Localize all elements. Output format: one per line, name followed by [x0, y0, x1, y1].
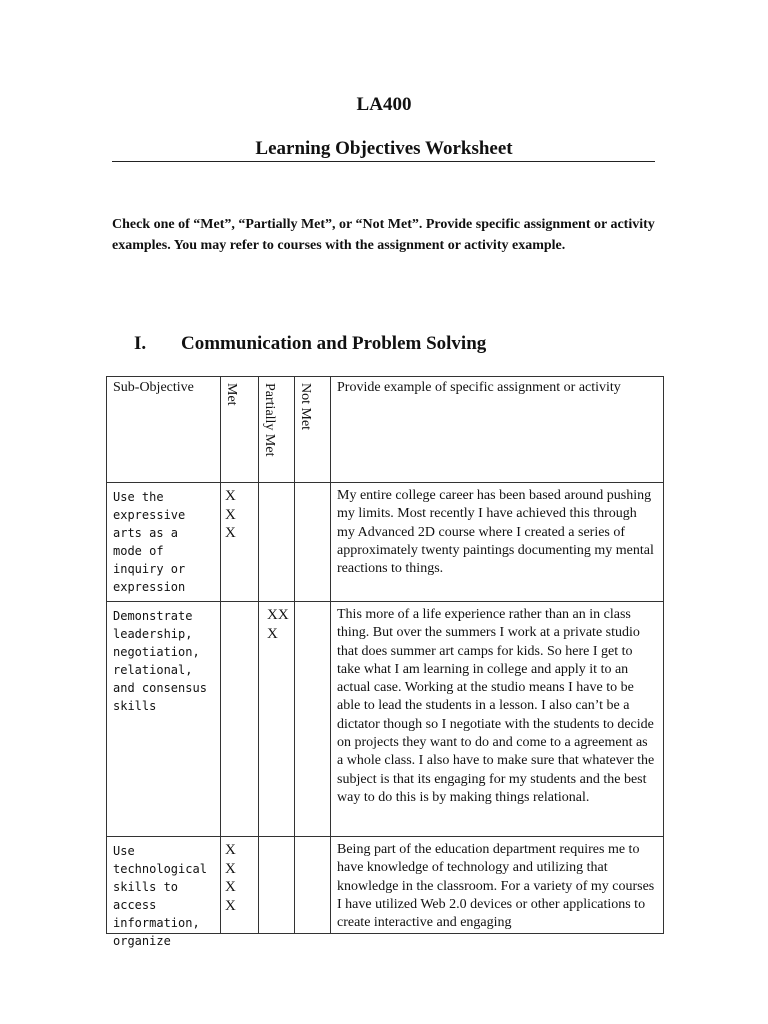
- partially-met-cell: [259, 837, 295, 934]
- table-header-row: [107, 377, 664, 483]
- partially-met-cell: XX X: [259, 602, 295, 837]
- title-divider: [112, 161, 655, 162]
- met-cell: X X X: [221, 483, 259, 602]
- table-row: [107, 483, 664, 602]
- table-row: [107, 602, 664, 837]
- header-met: Met: [221, 377, 259, 483]
- sub-objective-cell: Use technological skills to access information, organize: [107, 837, 221, 934]
- header-not-met: Not Met: [295, 377, 331, 483]
- page-title: Learning Objectives Worksheet: [255, 138, 513, 159]
- table-row: [107, 837, 664, 934]
- not-met-cell: [295, 602, 331, 837]
- met-cell: [221, 602, 259, 837]
- header-example: Provide example of specific assignment or activity: [331, 377, 664, 483]
- section-heading: [134, 333, 486, 355]
- example-cell: This more of a life experience rather than an in class thing. But over the summers I work at a private studio that does summer art camps for kids. So here I get to take what I am learning in college and apply it to an actual case. Working at the studio means I have to be able to lead the students in a lesson. I also can’t be a dictator though so I negotiate with the students to decide on projects they want to do and come to a agreement as a whole class. I also have to make sure that whatever the subject is that its engaging for my students and the best way to do this is by making things relational.: [331, 602, 664, 837]
- met-cell: X X X X: [221, 837, 259, 934]
- course-code: LA400: [356, 94, 412, 115]
- header-partially-met: Partially Met: [259, 377, 295, 483]
- sub-objective-cell: Demonstrate leadership, negotiation, relational, and consensus skills: [107, 602, 221, 837]
- partially-met-cell: [259, 483, 295, 602]
- example-cell: My entire college career has been based around pushing my limits. Most recently I have achieved this through my Advanced 2D course where I created a series of approximately twenty paintings documenting my mental reactions to things.: [331, 483, 664, 602]
- not-met-cell: [295, 837, 331, 934]
- objectives-table: [106, 376, 664, 948]
- example-cell: Being part of the education department requires me to have knowledge of technology and utilizing that knowledge in the classroom. For a variety of my courses I have utilized Web 2.0 devices or other applications to create interactive and engaging: [331, 837, 664, 934]
- sub-objective-cell: Use the expressive arts as a mode of inquiry or expression: [107, 483, 221, 602]
- instructions-text: Check one of “Met”, “Partially Met”, or “Not Met”. Provide specific assignment or activity examples. You may refer to courses with the assignment or activity example.: [112, 217, 655, 253]
- not-met-cell: [295, 483, 331, 602]
- section-title: Communication and Problem Solving: [181, 333, 487, 354]
- header-sub-objective: Sub-Objective: [107, 377, 221, 483]
- section-number: I.: [134, 333, 147, 354]
